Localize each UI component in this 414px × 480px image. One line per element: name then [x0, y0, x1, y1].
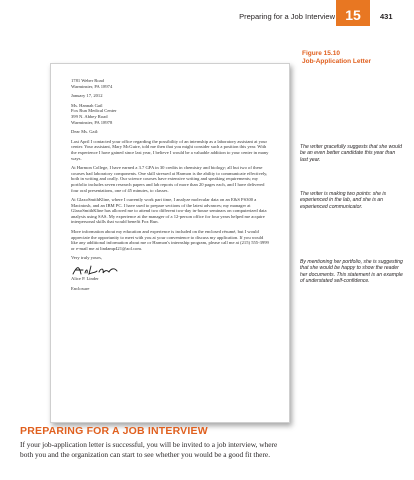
margin-note: By mentioning her portfolio, she is suggesting that she would be happy to show the reader her documents. This statement is an example of understated self-confidence. [300, 259, 403, 285]
letter-paragraph: More information about my education and experience is included on the enclosed résumé, but I would appreciate the opportunity to meet with you at your convenience to discuss my application. If you would like any additional information about me or Harmon's internship program, please call me at (215) 555-3999 or e-mail me at lindamp421@aol.com. [71, 229, 269, 251]
recipient-line: Warminster, PA 18978 [71, 119, 113, 125]
chapter-number-tab: 15 [336, 0, 370, 26]
section-heading: PREPARING FOR A JOB INTERVIEW [20, 425, 208, 437]
letter-paragraph: At Harmon College, I have earned a 3.7 GPA in 30 credits in chemistry and biology; all but two of these courses had laboratory components. One skill stressed at Harmon is the ability to communicate effectively, both in writing and orally. Our science courses have extensive writing and speaking requirements; my portfolio includes seven research papers and lab reports of more than 20 pages each, and I have delivered four oral presentations, one of 45 minutes, to classes. [71, 165, 268, 193]
closing: Very truly yours, [71, 255, 103, 261]
handwritten-signature [71, 264, 269, 276]
recipient-line: Fox Run Medical Center [71, 108, 117, 114]
letter-paragraph: Last April I contacted your office regarding the possibility of an internship as a laboratory assistant at your center. Your assistant, Mary McGuire, told me then that you might consider such a position this year. With the experience I have gained since last year, I believe I would be a valuable addition to your center in many ways. [71, 138, 269, 161]
recipient-line: Ms. Hannah Gail [71, 102, 103, 108]
signature-graphic [71, 264, 131, 276]
sender-address-line: Warminster, PA 18974 [71, 83, 113, 89]
figure-caption [302, 50, 371, 66]
salutation: Dear Ms. Gail: [71, 129, 99, 135]
recipient-line: 399 N. Abbey Road [71, 113, 108, 119]
figure-title: Job-Application Letter [302, 58, 371, 65]
section-body: If your job-application letter is successful, you will be invited to a job interview, where both you and the organization can start to see whether you would be a good fit there. [20, 440, 278, 459]
letter-date: January 17, 2012 [71, 93, 103, 99]
margin-note: The writer gracefully suggests that she would be an even better candidate this year than last year. [300, 144, 402, 163]
margin-note: The writer is making two points: she is experienced in the lab, and she is an experienced communicator. [300, 191, 387, 210]
enclosure-note: Enclosure [71, 285, 90, 291]
letter-paragraph: At GlaxoSmithKline, where I currently work part time, I analyze molecular data on an E&S PS300 a Macintosh, and an IBM PC. I have used to prepare sections of the latest advances; my manager at GlaxoSmithKline has allowed me to attend two different two-day in-house seminars on computerized data analysis using SAS. My experience at the manager of a 12-person office for four years helped me acquire interpersonal skills that would benefit Fox Run. [71, 197, 267, 225]
recipient-address [71, 103, 269, 125]
page-number: 431 [380, 12, 393, 21]
sender-address [71, 78, 269, 89]
sender-address-line: 1781 Weber Road [71, 78, 104, 83]
signer-name: Alice P. Linder [71, 276, 99, 282]
figure-number: Figure 15.10 [302, 50, 340, 57]
job-application-letter [50, 63, 290, 423]
running-head: Preparing for a Job Interview [239, 12, 335, 21]
